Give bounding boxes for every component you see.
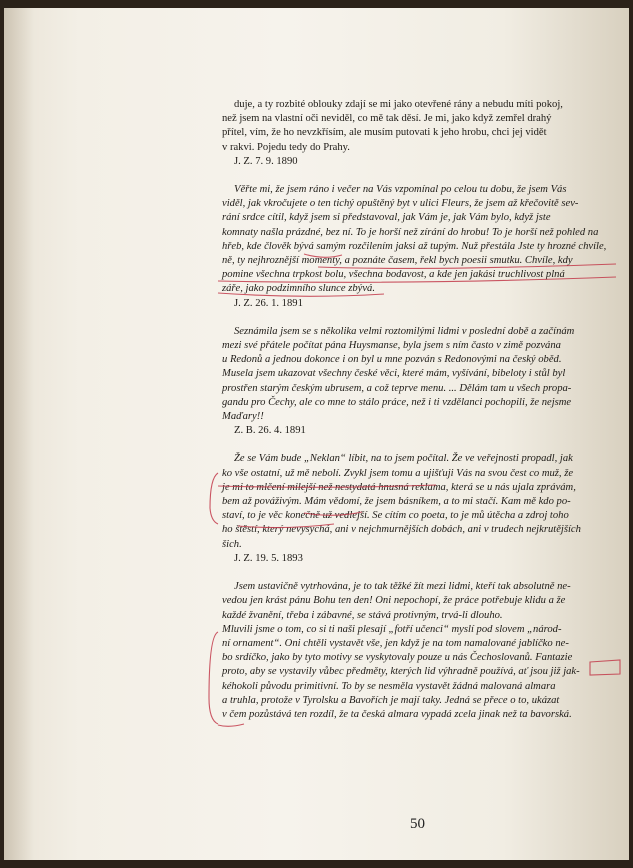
text-line: u Redonů a jednou dokonce i on byl u mne pozván s Redonovými na český oběd. bbox=[222, 354, 562, 366]
letter-excerpts bbox=[222, 98, 629, 722]
letter-signature: J. Z. 7. 9. 1890 bbox=[234, 155, 298, 167]
text-line: Mluvili jsme o tom, co si ti naši plesají „fotří učenci“ myslí pod slovem „národ- bbox=[222, 623, 562, 635]
letter-paragraph bbox=[222, 452, 629, 566]
text-line: každé žvanění, třeba i zábavné, se stává protivným, trvá-li dlouho. bbox=[222, 609, 503, 621]
text-line: ně, ty nejhroznější momenty, a poznáte časem, řekl bych poesii smutku. Chvíle, kdy bbox=[222, 255, 573, 267]
text-line: je mi to mlčení milejší než nestydatá hnusná reklama, která se u nás ujala zprávám, bbox=[222, 481, 576, 493]
text-line: komnaty našla prázdné, bez ní. To je horší než zírání do hrobu! To je horší než pohled na bbox=[222, 226, 599, 238]
text-line: a truhla, protože v Tyrolsku a Bavořích je mají taky. Jedná se přece o to, ukázat bbox=[222, 694, 560, 706]
text-line: ho štěstí, který nevysychá, ani v nejchmurnějších dobách, ani v trudech nejkrutějších bbox=[222, 524, 581, 536]
pen-bracket bbox=[210, 473, 218, 524]
letter-paragraph bbox=[222, 98, 629, 169]
paragraph-gap bbox=[222, 169, 629, 183]
text-line: staví, to je věc konečně už vedlejší. Se cítím co poeta, to je mů útěcha a zdroj toho bbox=[222, 510, 569, 522]
text-line: pomine všechna trpkost bolu, všechna bodavost, a kde jen jakási truchlivost plná bbox=[222, 269, 565, 281]
text-line: šich. bbox=[222, 538, 242, 550]
page-number: 50 bbox=[410, 816, 425, 832]
text-line: proto, aby se vystavily vůbec předměty, kterých lid výhradně používá, ať jsou již jak- bbox=[222, 666, 580, 678]
letter-paragraph bbox=[222, 183, 629, 311]
text-line: duje, a ty rozbité oblouky zdají se mi jako otevřené rány a nebudu míti pokoj, bbox=[234, 99, 563, 110]
letter-paragraph bbox=[222, 580, 629, 722]
letter-signature: Z. B. 26. 4. 1891 bbox=[234, 425, 306, 437]
letter-signature: J. Z. 26. 1. 1891 bbox=[234, 297, 303, 309]
text-line: hřeb, kde člověk bývá samým rozčilením jaksi až tupým. Nuž přestála Jste ty hrozné chvíle, bbox=[222, 240, 607, 252]
text-line: Že se Vám bude „Neklan“ líbit, na to jsem počítal. Že ve veřejnosti propadl, jak bbox=[234, 453, 573, 465]
text-line: v rakvi. Pojedu tedy do Prahy. bbox=[222, 141, 350, 153]
text-line: Věřte mi, že jsem ráno i večer na Vás vzpomínal po celou tu dobu, že jsem Vás bbox=[234, 184, 567, 196]
text-line: bem až pováživým. Mám vědomí, že jsem básníkem, a to mi stačí. Kam mě kdo po- bbox=[222, 496, 571, 508]
text-line: ko vše ostatní, už mě nebolí. Zvykl jsem tomu a ujišťuji Vás na svou čest co muž, že bbox=[222, 467, 574, 479]
text-line: záře, jako podzimního slunce zbývá. bbox=[222, 283, 375, 295]
book-page bbox=[4, 8, 629, 860]
text-line: mezi své přátele počítat pána Huysmanse, byla jsem s ním často v zimě pozvána bbox=[222, 340, 561, 352]
pen-underline bbox=[218, 724, 244, 726]
text-line: Musela jsem ukazovat všechny české věci, které mám, vyšívání, bibeloty i stůl byl bbox=[222, 368, 566, 380]
text-line: Seznámila jsem se s několika velmi roztomilými lidmi v poslední době a začínám bbox=[234, 325, 575, 337]
text-line: prostřen starým českým ubrusem, a což teprve menu. ... Dělám tam u všech propa- bbox=[222, 382, 572, 394]
letter-paragraph bbox=[222, 325, 629, 439]
text-line: rání srdce cítil, když jsem si představoval, jak Vám je, jak Vám bylo, když jste bbox=[222, 212, 551, 224]
text-line: vedou jen krást pánu Bohu ten den! Oni nepochopí, že práce potřebuje klidu a že bbox=[222, 595, 566, 607]
paragraph-gap bbox=[222, 311, 629, 325]
text-line: kéhokoli původu primitivní. To by se nesměla vystavět žádná malovaná almara bbox=[222, 680, 556, 692]
text-line: Maďary!! bbox=[222, 411, 264, 423]
text-line: přítel, vím, že ho nevzkřísím, ale musím putovati k jeho hrobu, chci jej vidět bbox=[222, 127, 547, 139]
text-line: v čem pozůstává ten rozdíl, že ta česká almara vypadá zcela jinak než ta bavorská. bbox=[222, 708, 572, 720]
pen-bracket bbox=[209, 632, 218, 724]
letter-signature: J. Z. 19. 5. 1893 bbox=[234, 552, 303, 564]
text-line: viděl, jak vkročujete o ten tichý opuštěný byt v ulici Fleurs, že jsem až křečovitě sev- bbox=[222, 198, 579, 210]
text-line: Jsem ustavičně vytrhována, je to tak těžké žít mezi lidmi, kteří tak absolutně ne- bbox=[234, 581, 571, 593]
text-line: bo srdíčko, jako by tyto motivy se vyskytovaly pouze u nás Čechoslovanů. Fantazie bbox=[222, 652, 573, 664]
binding-shadow bbox=[4, 8, 34, 860]
paragraph-gap bbox=[222, 438, 629, 452]
text-line: než jsem na vlastní oči neviděl, co mě tak děsí. Je mi, jako když zemřel drahý bbox=[222, 113, 552, 125]
paragraph-gap bbox=[222, 566, 629, 580]
text-line: gandu pro Čechy, ale co mne to stálo práce, než i ti vzdělanci pochopili, že nejsme bbox=[222, 396, 572, 408]
text-line: ní ornament“. Oni chtěli vystavět vše, jen když je na tom namalované jablíčko ne- bbox=[222, 637, 569, 649]
